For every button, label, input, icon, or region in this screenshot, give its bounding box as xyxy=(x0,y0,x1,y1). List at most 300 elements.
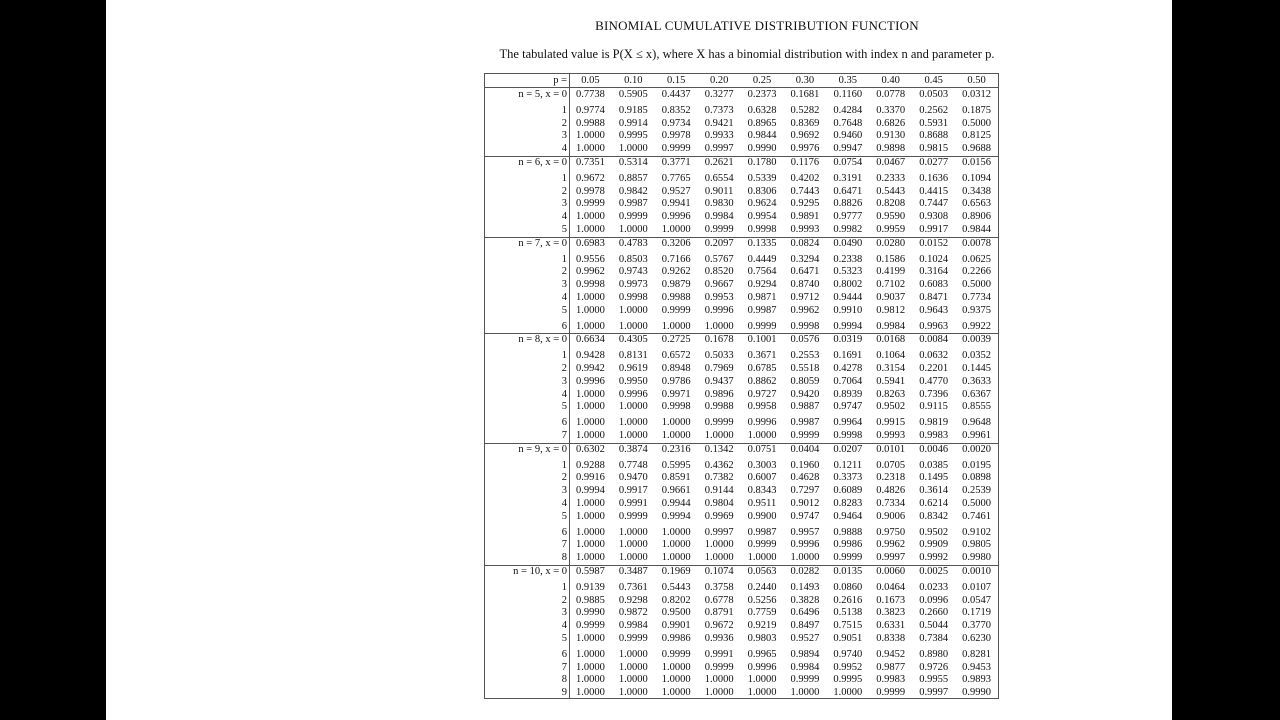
table-row xyxy=(485,566,998,578)
table-cell: 0.4278 xyxy=(833,363,863,374)
table-cell: 0.6089 xyxy=(833,485,863,497)
table-cell: 0.9102 xyxy=(962,526,991,538)
table-cell: 0.9556 xyxy=(576,253,605,265)
table-cell: 0.0060 xyxy=(876,566,906,577)
table-cell: 0.9993 xyxy=(876,430,906,441)
table-row xyxy=(485,389,998,401)
table-cell: 0.9012 xyxy=(790,498,820,509)
table-cell: 0.3373 xyxy=(833,472,863,484)
table-cell: 0.8306 xyxy=(747,185,777,197)
table-cell: 0.7447 xyxy=(919,198,949,210)
x-label: 4 xyxy=(561,620,567,632)
table-cell: 0.9963 xyxy=(919,320,949,332)
table-cell: 0.9971 xyxy=(661,388,691,400)
table-cell: 1.0000 xyxy=(576,526,605,538)
table-row xyxy=(485,485,998,497)
table-cell: 0.9910 xyxy=(833,304,863,316)
table-cell: 0.7461 xyxy=(962,510,991,522)
table-cell: 0.9804 xyxy=(704,498,734,509)
table-cell: 0.9288 xyxy=(576,459,605,471)
x-label: 4 xyxy=(561,292,567,303)
table-cell: 0.0464 xyxy=(876,581,906,593)
table-cell: 0.9893 xyxy=(962,674,991,686)
table-cell: 0.7384 xyxy=(919,633,949,644)
table-cell: 0.9999 xyxy=(576,198,605,210)
x-label: 2 xyxy=(561,594,567,606)
table-cell: 0.3758 xyxy=(704,581,734,593)
table-cell: 0.4202 xyxy=(790,172,820,184)
table-cell: 0.9996 xyxy=(747,417,777,429)
table-cell: 0.3164 xyxy=(919,266,949,278)
table-cell: 0.2333 xyxy=(876,172,906,184)
table-row xyxy=(485,674,998,686)
table-cell: 0.9994 xyxy=(661,510,691,522)
table-cell: 0.8826 xyxy=(833,198,863,210)
table-row xyxy=(485,430,998,442)
table-cell: 0.8202 xyxy=(661,594,691,606)
table-cell: 0.9997 xyxy=(876,552,906,564)
table-cell: 0.6471 xyxy=(833,185,863,197)
table-cell: 0.9988 xyxy=(661,292,691,303)
table-cell: 0.9998 xyxy=(790,320,820,332)
table-row xyxy=(485,607,998,619)
table-cell: 0.0207 xyxy=(833,443,863,455)
table-cell: 0.9987 xyxy=(618,198,648,210)
table-cell: 0.9891 xyxy=(790,211,820,223)
x-label: 3 xyxy=(561,485,567,497)
table-cell: 0.8980 xyxy=(919,648,949,660)
table-row xyxy=(485,186,998,198)
table-cell: 0.9987 xyxy=(747,304,777,316)
table-cell: 0.9962 xyxy=(790,304,820,316)
table-cell: 0.9805 xyxy=(962,539,991,551)
table-cell: 0.9444 xyxy=(833,292,863,303)
table-row xyxy=(485,687,998,699)
table-cell: 0.9922 xyxy=(962,320,991,332)
table-cell: 0.9995 xyxy=(833,674,863,686)
x-label: 9 xyxy=(561,687,567,699)
table-cell: 0.9997 xyxy=(919,687,949,699)
header-divider xyxy=(485,87,998,88)
table-cell: 0.0025 xyxy=(919,566,949,577)
table-cell: 0.6302 xyxy=(576,443,605,455)
table-cell: 0.9990 xyxy=(747,143,777,155)
table-cell: 0.0352 xyxy=(962,350,991,362)
table-row xyxy=(485,321,998,333)
table-cell: 0.9953 xyxy=(704,292,734,303)
table-cell: 1.0000 xyxy=(618,417,648,429)
table-cell: 0.1681 xyxy=(790,89,820,100)
n-label: n = 10, x = 0 xyxy=(513,566,567,577)
table-cell: 0.9982 xyxy=(833,224,863,235)
table-cell: 0.9999 xyxy=(618,633,648,644)
table-cell: 0.2316 xyxy=(661,443,691,455)
table-cell: 0.9894 xyxy=(790,648,820,660)
table-cell: 0.9051 xyxy=(833,633,863,644)
table-cell: 1.0000 xyxy=(576,633,605,644)
table-cell: 0.8369 xyxy=(790,117,820,129)
x-label: 5 xyxy=(561,510,567,522)
table-cell: 0.9976 xyxy=(790,143,820,155)
table-cell: 0.0898 xyxy=(962,472,991,484)
table-cell: 0.4305 xyxy=(618,334,648,346)
table-cell: 1.0000 xyxy=(661,687,691,699)
table-cell: 1.0000 xyxy=(618,661,648,673)
table-cell: 0.2616 xyxy=(833,594,863,606)
table-cell: 0.9672 xyxy=(704,620,734,632)
table-cell: 0.6554 xyxy=(704,172,734,184)
table-cell: 0.4362 xyxy=(704,459,734,471)
header-row xyxy=(485,75,998,87)
table-cell: 0.9999 xyxy=(790,430,820,441)
table-cell: 0.1160 xyxy=(833,89,863,100)
table-cell: 1.0000 xyxy=(576,320,605,332)
table-cell: 0.9295 xyxy=(790,198,820,210)
table-cell: 0.4437 xyxy=(661,89,691,100)
table-cell: 1.0000 xyxy=(704,687,734,699)
table-cell: 0.2562 xyxy=(919,104,949,116)
table-cell: 0.9999 xyxy=(704,224,734,235)
table-cell: 0.3370 xyxy=(876,104,906,116)
table-row xyxy=(485,198,998,210)
x-label: 1 xyxy=(561,172,567,184)
table-cell: 0.5000 xyxy=(962,498,991,509)
table-cell: 0.7373 xyxy=(704,104,734,116)
table-cell: 0.9998 xyxy=(833,430,863,441)
table-cell: 1.0000 xyxy=(747,552,777,564)
table-cell: 0.9965 xyxy=(747,648,777,660)
n-label: n = 7, x = 0 xyxy=(518,237,567,249)
table-cell: 1.0000 xyxy=(661,661,691,673)
x-label: 6 xyxy=(561,320,567,332)
table-cell: 0.9996 xyxy=(661,211,691,223)
table-cell: 0.7102 xyxy=(876,279,906,291)
table-cell: 0.7648 xyxy=(833,117,863,129)
table-cell: 0.6778 xyxy=(704,594,734,606)
table-cell: 0.9978 xyxy=(661,130,691,142)
table-cell: 0.0277 xyxy=(919,157,949,168)
x-label: 2 xyxy=(561,117,567,129)
table-cell: 1.0000 xyxy=(576,674,605,686)
table-cell: 0.0156 xyxy=(962,157,991,168)
table-cell: 0.9712 xyxy=(790,292,820,303)
p-header-value: 0.25 xyxy=(752,75,772,86)
table-cell: 0.9819 xyxy=(919,417,949,429)
table-cell: 1.0000 xyxy=(576,304,605,316)
table-cell: 1.0000 xyxy=(576,143,605,155)
table-cell: 0.3191 xyxy=(833,172,863,184)
table-cell: 1.0000 xyxy=(618,320,648,332)
table-cell: 0.1064 xyxy=(876,350,906,362)
table-cell: 0.9661 xyxy=(661,485,691,497)
table-cell: 0.8688 xyxy=(919,130,949,142)
x-label: 1 xyxy=(561,581,567,593)
table-row xyxy=(485,238,998,250)
table-cell: 1.0000 xyxy=(618,552,648,564)
table-cell: 0.9978 xyxy=(576,185,605,197)
p-header-value: 0.40 xyxy=(881,75,900,86)
table-cell: 1.0000 xyxy=(704,539,734,551)
table-cell: 0.0996 xyxy=(919,594,949,606)
table-cell: 0.9830 xyxy=(704,198,734,210)
table-cell: 1.0000 xyxy=(576,224,605,235)
table-cell: 0.5518 xyxy=(790,363,820,374)
table-cell: 0.3294 xyxy=(790,253,820,265)
table-cell: 0.9774 xyxy=(576,104,605,116)
table-cell: 0.1074 xyxy=(704,566,734,577)
table-cell: 0.0824 xyxy=(790,237,820,249)
table-cell: 0.9947 xyxy=(833,143,863,155)
table-cell: 1.0000 xyxy=(661,674,691,686)
table-cell: 0.9954 xyxy=(747,211,777,223)
table-cell: 0.9941 xyxy=(661,198,691,210)
table-cell: 0.5314 xyxy=(618,157,648,168)
table-cell: 1.0000 xyxy=(790,552,820,564)
table-cell: 0.8002 xyxy=(833,279,863,291)
table-cell: 0.3770 xyxy=(962,620,991,632)
table-cell: 0.9998 xyxy=(576,279,605,291)
n-label: n = 5, x = 0 xyxy=(518,89,567,100)
table-cell: 0.8555 xyxy=(962,401,991,413)
table-row xyxy=(485,130,998,142)
table-cell: 0.8343 xyxy=(747,485,777,497)
table-cell: 0.9986 xyxy=(661,633,691,644)
p-header-label: p = xyxy=(553,75,567,86)
table-cell: 0.0547 xyxy=(962,594,991,606)
table-cell: 1.0000 xyxy=(576,388,605,400)
table-cell: 0.8283 xyxy=(833,498,863,509)
table-cell: 0.9957 xyxy=(790,526,820,538)
table-cell: 0.0490 xyxy=(833,237,863,249)
table-cell: 0.3671 xyxy=(747,350,777,362)
table-cell: 1.0000 xyxy=(704,552,734,564)
table-cell: 0.0282 xyxy=(790,566,820,577)
table-cell: 1.0000 xyxy=(618,648,648,660)
table-cell: 0.9993 xyxy=(790,224,820,235)
table-cell: 0.9958 xyxy=(747,401,777,413)
table-cell: 0.5767 xyxy=(704,253,734,265)
table-cell: 0.0319 xyxy=(833,334,863,346)
table-cell: 0.8497 xyxy=(790,620,820,632)
table-cell: 0.7748 xyxy=(618,459,648,471)
table-cell: 0.2201 xyxy=(919,363,949,374)
x-label: 6 xyxy=(561,526,567,538)
table-cell: 1.0000 xyxy=(661,417,691,429)
p-header-value: 0.05 xyxy=(581,75,600,86)
table-cell: 1.0000 xyxy=(618,401,648,413)
x-label: 1 xyxy=(561,350,567,362)
table-row xyxy=(485,266,998,278)
table-cell: 0.9964 xyxy=(833,417,863,429)
table-cell: 0.8059 xyxy=(790,375,820,387)
table-cell: 0.8281 xyxy=(962,648,991,660)
table-cell: 1.0000 xyxy=(833,687,863,699)
table-cell: 0.9987 xyxy=(747,526,777,538)
x-label: 5 xyxy=(561,633,567,644)
table-cell: 0.3771 xyxy=(661,157,691,168)
table-cell: 0.7064 xyxy=(833,375,863,387)
table-cell: 0.0467 xyxy=(876,157,906,168)
x-label: 5 xyxy=(561,401,567,413)
table-cell: 0.4826 xyxy=(876,485,906,497)
table-cell: 0.9648 xyxy=(962,417,991,429)
table-cell: 0.9726 xyxy=(919,661,949,673)
table-cell: 0.8857 xyxy=(618,172,648,184)
table-cell: 0.9511 xyxy=(747,498,777,509)
table-cell: 0.2440 xyxy=(747,581,777,593)
p-header-value: 0.50 xyxy=(967,75,986,86)
x-label: 8 xyxy=(561,552,567,564)
table-cell: 1.0000 xyxy=(661,552,691,564)
table-cell: 0.8131 xyxy=(618,350,648,362)
table-cell: 0.7382 xyxy=(704,472,734,484)
table-cell: 0.7166 xyxy=(661,253,691,265)
table-cell: 0.9983 xyxy=(919,430,949,441)
table-cell: 0.9803 xyxy=(747,633,777,644)
table-cell: 0.8520 xyxy=(704,266,734,278)
table-cell: 0.9999 xyxy=(790,674,820,686)
n-label: n = 9, x = 0 xyxy=(518,443,567,455)
table-cell: 0.4783 xyxy=(618,237,648,249)
table-cell: 0.6328 xyxy=(747,104,777,116)
table-cell: 0.9936 xyxy=(704,633,734,644)
table-cell: 0.9844 xyxy=(747,130,777,142)
table-cell: 0.9888 xyxy=(833,526,863,538)
table-row xyxy=(485,511,998,523)
table-cell: 0.8591 xyxy=(661,472,691,484)
table-cell: 0.6367 xyxy=(962,388,991,400)
table-cell: 0.9950 xyxy=(618,375,648,387)
table-cell: 0.9917 xyxy=(919,224,949,235)
table-cell: 0.9464 xyxy=(833,510,863,522)
table-cell: 0.9375 xyxy=(962,304,991,316)
table-cell: 0.2373 xyxy=(747,89,777,100)
table-cell: 0.9962 xyxy=(876,539,906,551)
table-cell: 0.9437 xyxy=(704,375,734,387)
table-cell: 1.0000 xyxy=(618,674,648,686)
table-cell: 1.0000 xyxy=(618,526,648,538)
table-cell: 0.0576 xyxy=(790,334,820,346)
table-cell: 1.0000 xyxy=(704,320,734,332)
table-cell: 0.7361 xyxy=(618,581,648,593)
table-row xyxy=(485,105,998,117)
table-row xyxy=(485,417,998,429)
x-label: 7 xyxy=(561,539,567,551)
table-cell: 1.0000 xyxy=(661,526,691,538)
table-cell: 0.8263 xyxy=(876,388,906,400)
table-cell: 0.9999 xyxy=(833,552,863,564)
p-header-value: 0.15 xyxy=(667,75,686,86)
table-cell: 1.0000 xyxy=(704,674,734,686)
table-cell: 0.1176 xyxy=(790,157,820,168)
table-cell: 0.9987 xyxy=(790,417,820,429)
table-cell: 0.9984 xyxy=(876,320,906,332)
x-label: 6 xyxy=(561,648,567,660)
table-cell: 0.9962 xyxy=(576,266,605,278)
x-label: 3 xyxy=(561,279,567,291)
table-cell: 1.0000 xyxy=(576,498,605,509)
table-cell: 0.1445 xyxy=(962,363,991,374)
table-cell: 0.0195 xyxy=(962,459,991,471)
table-cell: 0.5443 xyxy=(876,185,906,197)
x-label: 1 xyxy=(561,459,567,471)
table-row xyxy=(485,334,998,346)
table-cell: 0.0563 xyxy=(747,566,777,577)
x-label: 5 xyxy=(561,304,567,316)
table-cell: 0.5138 xyxy=(833,607,863,619)
p-header-value: 0.20 xyxy=(709,75,729,86)
table-cell: 0.9933 xyxy=(704,130,734,142)
table-cell: 0.9877 xyxy=(876,661,906,673)
table-row xyxy=(485,305,998,317)
x-label: 3 xyxy=(561,607,567,619)
table-cell: 0.9006 xyxy=(876,510,906,522)
table-cell: 1.0000 xyxy=(661,320,691,332)
table-cell: 1.0000 xyxy=(576,648,605,660)
table-cell: 0.0503 xyxy=(919,89,949,100)
table-cell: 0.8503 xyxy=(618,253,648,265)
table-row xyxy=(485,527,998,539)
table-cell: 0.3633 xyxy=(962,375,991,387)
table-cell: 0.6007 xyxy=(747,472,777,484)
x-label: 4 xyxy=(561,211,567,223)
table-row xyxy=(485,89,998,101)
table-cell: 0.6214 xyxy=(919,498,949,509)
table-cell: 0.9994 xyxy=(833,320,863,332)
table-cell: 0.1780 xyxy=(747,157,777,168)
binomial-table xyxy=(484,73,999,699)
table-cell: 1.0000 xyxy=(576,130,605,142)
table-cell: 0.9944 xyxy=(661,498,691,509)
n-label: n = 6, x = 0 xyxy=(518,157,567,168)
table-cell: 0.5995 xyxy=(661,459,691,471)
table-cell: 0.2725 xyxy=(661,334,691,346)
table-cell: 1.0000 xyxy=(618,430,648,441)
table-cell: 0.7564 xyxy=(747,266,777,278)
table-cell: 0.7396 xyxy=(919,388,949,400)
table-cell: 0.9915 xyxy=(876,417,906,429)
table-cell: 0.1636 xyxy=(919,172,949,184)
table-cell: 0.7334 xyxy=(876,498,906,509)
table-cell: 0.8948 xyxy=(661,363,691,374)
table-cell: 1.0000 xyxy=(576,417,605,429)
table-cell: 0.0039 xyxy=(962,334,991,346)
table-cell: 0.4628 xyxy=(790,472,820,484)
table-cell: 0.6983 xyxy=(576,237,605,249)
x-label: 6 xyxy=(561,417,567,429)
table-cell: 0.9871 xyxy=(747,292,777,303)
table-cell: 1.0000 xyxy=(618,224,648,235)
table-cell: 0.3003 xyxy=(747,459,777,471)
table-cell: 0.1001 xyxy=(747,334,777,346)
table-row xyxy=(485,224,998,236)
table-cell: 1.0000 xyxy=(576,539,605,551)
table-cell: 0.9997 xyxy=(704,526,734,538)
table-cell: 0.9988 xyxy=(576,117,605,129)
table-cell: 0.9996 xyxy=(747,661,777,673)
table-cell: 0.9619 xyxy=(618,363,648,374)
table-cell: 0.9961 xyxy=(962,430,991,441)
table-cell: 0.6785 xyxy=(747,363,777,374)
table-row xyxy=(485,472,998,484)
table-cell: 0.7759 xyxy=(747,607,777,619)
table-cell: 0.9144 xyxy=(704,485,734,497)
table-row xyxy=(485,444,998,456)
table-cell: 0.5000 xyxy=(962,279,991,291)
table-cell: 0.9872 xyxy=(618,607,648,619)
table-row xyxy=(485,254,998,266)
table-row xyxy=(485,173,998,185)
